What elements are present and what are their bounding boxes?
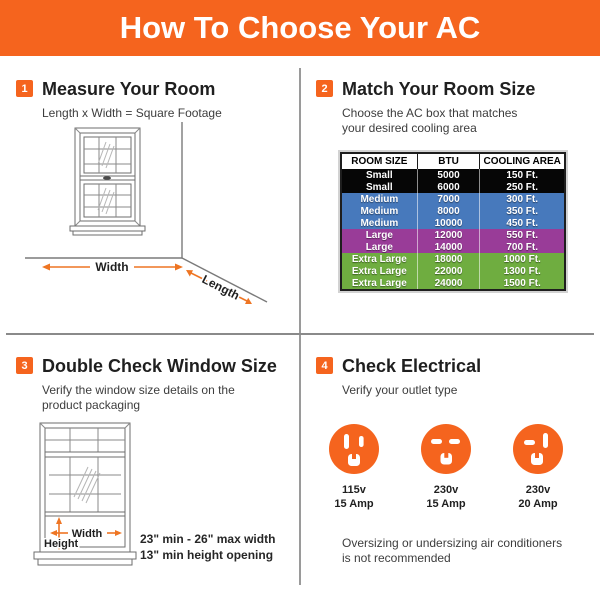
table-header-cell: BTU [417, 153, 480, 169]
table-cell: 1300 Ft. [480, 265, 565, 277]
horizontal-divider [6, 333, 594, 335]
sizing-note-line2: is not recommended [342, 551, 451, 565]
outlet-2-amps: 15 Amp [426, 498, 466, 510]
table-row [341, 253, 565, 265]
outlet-3-amps: 20 Amp [518, 498, 558, 510]
step-4-number: 4 [321, 359, 328, 372]
table-cell: 18000 [417, 253, 480, 265]
table-cell: Medium [360, 205, 399, 217]
outlet-1-amps: 15 Amp [334, 498, 374, 510]
step-3-subtitle [42, 383, 235, 413]
table-cell: 350 Ft. [480, 205, 565, 217]
room-corner-illustration [0, 118, 300, 320]
table-row [341, 241, 565, 253]
outlet-row [314, 424, 578, 511]
outlet-6-15-icon [421, 424, 471, 474]
step-3-subtitle-line1: Verify the window size details on the [42, 383, 235, 397]
header-bar [0, 0, 600, 56]
table-row [341, 229, 565, 241]
table-cell: Small [365, 181, 393, 193]
window-spec-line2: 13" min height opening [140, 548, 274, 562]
table-cell: 14000 [417, 241, 480, 253]
length-label: Length [199, 272, 242, 303]
step-2-subtitle-line1: Choose the AC box that matches [342, 106, 518, 120]
table-cell: Extra Large [351, 277, 407, 289]
step-1-title: Measure Your Room [42, 79, 216, 99]
table-cell: 5000 [417, 169, 480, 181]
step-1-badge [16, 80, 33, 97]
table-cell: 250 Ft. [480, 181, 565, 193]
step-1-subtitle: Length x Width = Square Footage [42, 106, 222, 120]
step-2-number: 2 [321, 82, 328, 95]
table-cell: 1000 Ft. [480, 253, 565, 265]
step-2-title: Match Your Room Size [342, 79, 536, 99]
sizing-note-line1: Oversizing or undersizing air conditioners [342, 536, 563, 550]
opening-height-label: Height [44, 538, 79, 550]
table-row [341, 277, 565, 290]
table-row [341, 181, 565, 193]
step-2-badge [316, 80, 333, 97]
table-cell: 7000 [417, 193, 480, 205]
table-row [341, 265, 565, 277]
window-lock-icon [103, 176, 111, 180]
step-3-subtitle-line2: product packaging [42, 398, 141, 412]
table-cell: 450 Ft. [480, 217, 565, 229]
table-row [341, 205, 565, 217]
window-spec-line1: 23" min - 26" max width [140, 532, 276, 546]
table-row [341, 193, 565, 205]
opening-width-label: Width [71, 528, 103, 540]
table-cell: 1500 Ft. [480, 277, 565, 290]
step-3-number: 3 [21, 359, 28, 372]
window-icon [70, 128, 145, 235]
table-cell: Extra Large [351, 253, 407, 265]
outlet-6-20-icon [513, 424, 563, 474]
step-4-title: Check Electrical [342, 356, 482, 376]
table-cell: 10000 [417, 217, 480, 229]
outlet-230v-20amp [498, 424, 578, 511]
size-table [340, 152, 566, 291]
table-row [341, 217, 565, 229]
outlet-1-voltage: 115v [342, 484, 366, 496]
table-cell: 550 Ft. [480, 229, 565, 241]
table-cell: Small [365, 169, 393, 181]
table-cell: 700 Ft. [480, 241, 565, 253]
table-cell: 8000 [417, 205, 480, 217]
step-4-badge [316, 357, 333, 374]
table-cell: Large [365, 241, 393, 253]
outlet-2-voltage: 230v [433, 484, 459, 496]
step-1-number: 1 [21, 82, 28, 95]
outlet-230v-15amp [406, 424, 486, 511]
outlet-5-15-icon [329, 424, 379, 474]
step-3-title: Double Check Window Size [42, 356, 277, 376]
table-cell: Medium [360, 193, 399, 205]
table-cell: 150 Ft. [480, 169, 565, 181]
table-cell: 12000 [417, 229, 480, 241]
table-cell: 24000 [417, 277, 480, 290]
table-row [341, 169, 565, 181]
step-2-subtitle-line2: your desired cooling area [342, 121, 477, 135]
table-header-cell: ROOM SIZE [341, 153, 417, 169]
outlet-3-voltage: 230v [525, 484, 551, 496]
table-cell: Extra Large [351, 265, 407, 277]
table-cell: Large [365, 229, 393, 241]
table-cell: Medium [360, 217, 399, 229]
table-cell: 6000 [417, 181, 480, 193]
table-header-cell: COOLING AREA [480, 153, 565, 169]
step-4-subtitle: Verify your outlet type [342, 383, 458, 397]
outlet-115v-15amp [314, 424, 394, 511]
step-2-subtitle [342, 106, 517, 136]
sizing-note [342, 536, 562, 566]
width-label: Width [95, 260, 129, 274]
table-cell: 22000 [417, 265, 480, 277]
table-cell: 300 Ft. [480, 193, 565, 205]
window-size-illustration [0, 412, 300, 598]
page-title: How To Choose Your AC [119, 10, 481, 45]
step-3-badge [16, 357, 33, 374]
